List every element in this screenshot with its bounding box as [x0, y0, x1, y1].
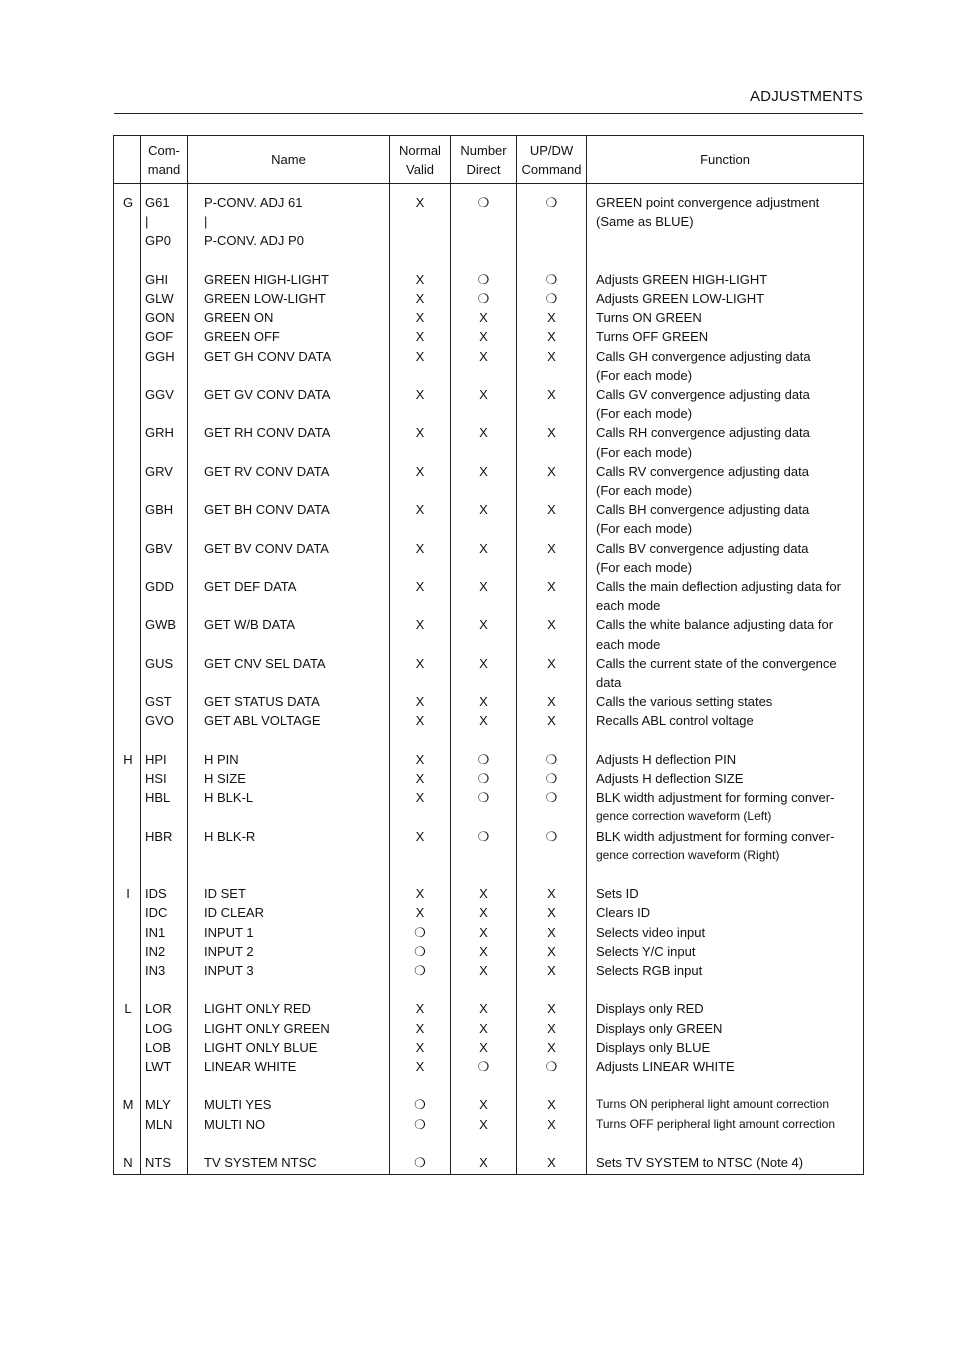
row-normal-valid: X — [415, 771, 425, 786]
row-updw-command: X — [547, 387, 556, 402]
header-updw-command — [517, 136, 586, 183]
row-normal-valid: X — [415, 540, 425, 556]
row-updw-command: X — [547, 348, 556, 364]
row-number-direct: X — [479, 1155, 488, 1170]
row-name: P-CONV. ADJ 61 — [204, 195, 303, 210]
header-normal-valid — [390, 136, 450, 183]
row-letter: M — [122, 1097, 134, 1113]
row-function: Displays only GREEN — [596, 1020, 723, 1036]
row-function: Calls the main deflection adjusting data for — [596, 579, 841, 594]
row-command: GLW — [145, 291, 174, 306]
row-name: GET W/B DATA — [204, 617, 296, 633]
table-row — [114, 1076, 863, 1095]
table-row — [114, 903, 863, 922]
row-function: (For each mode) — [596, 444, 693, 460]
row-function: Turns OFF GREEN — [596, 329, 709, 345]
row-normal-valid: X — [415, 1020, 425, 1036]
row-command: GON — [145, 310, 175, 326]
row-function: BLK width adjustment for forming conver- — [596, 790, 835, 806]
row-command: HPI — [145, 751, 167, 767]
row-number-direct: X — [479, 1097, 488, 1113]
row-name: INPUT 1 — [204, 924, 254, 940]
header-updw-line1: UP/DW — [529, 142, 574, 158]
row-function: Calls GH convergence adjusting data — [596, 348, 811, 364]
row-updw-command: X — [547, 963, 556, 978]
row-letter: H — [123, 751, 133, 767]
row-letter: I — [126, 886, 130, 902]
row-normal-valid: ❍ — [414, 1155, 426, 1170]
row-normal-valid: X — [415, 502, 425, 518]
table-row — [114, 731, 863, 750]
row-command: LWT — [145, 1059, 172, 1074]
row-number-direct: X — [479, 1001, 488, 1017]
header-divider — [114, 183, 863, 184]
row-updw-command: ❍ — [545, 790, 558, 806]
row-number-direct: X — [479, 387, 488, 402]
row-updw-command: X — [547, 694, 556, 710]
row-command: MLY — [145, 1097, 171, 1113]
row-normal-valid: X — [415, 348, 425, 364]
table-row — [114, 596, 863, 615]
row-normal-valid: X — [415, 713, 425, 729]
row-function: Calls BV convergence adjusting data — [596, 540, 809, 556]
row-name: H SIZE — [204, 771, 246, 786]
row-number-direct: ❍ — [477, 291, 490, 306]
row-updw-command: X — [547, 1020, 556, 1036]
table-row — [114, 673, 863, 692]
table-row — [114, 539, 863, 558]
row-name: ID CLEAR — [204, 905, 264, 921]
row-command: LOB — [145, 1039, 172, 1055]
row-name: LIGHT ONLY GREEN — [204, 1020, 330, 1036]
row-name: LIGHT ONLY BLUE — [204, 1039, 318, 1055]
row-updw-command: X — [547, 1039, 556, 1055]
row-number-direct: X — [479, 886, 488, 902]
row-normal-valid: X — [415, 463, 425, 479]
row-updw-command: X — [547, 329, 556, 345]
row-normal-valid: X — [415, 886, 425, 902]
table-row — [114, 519, 863, 538]
row-function: Sets TV SYSTEM to NTSC (Note 4) — [596, 1155, 804, 1170]
row-function: Displays only BLUE — [596, 1039, 711, 1055]
row-updw-command: X — [547, 1001, 556, 1017]
row-normal-valid: ❍ — [414, 924, 426, 940]
row-function: Selects video input — [596, 924, 706, 940]
header-number-direct-line2: Direct — [466, 161, 501, 177]
table-row — [114, 327, 863, 346]
row-normal-valid: X — [415, 1059, 425, 1074]
row-command: GST — [145, 694, 172, 710]
table-row — [114, 1115, 863, 1134]
row-number-direct: X — [479, 963, 488, 978]
row-name: ID SET — [204, 886, 246, 902]
row-function: Selects Y/C input — [596, 943, 696, 959]
row-number-direct: ❍ — [477, 771, 490, 786]
table-row — [114, 423, 863, 442]
table-row — [114, 1095, 863, 1114]
row-updw-command: X — [547, 886, 556, 902]
row-command: IDC — [145, 905, 168, 921]
table-row — [114, 443, 863, 462]
table-row — [114, 980, 863, 999]
row-number-direct: X — [479, 463, 488, 479]
row-name: GET GH CONV DATA — [204, 348, 332, 364]
row-number-direct: X — [479, 924, 488, 940]
row-updw-command: X — [547, 540, 556, 556]
row-function: each mode — [596, 598, 661, 614]
row-normal-valid: X — [415, 271, 425, 287]
row-function: GREEN point convergence adjustment — [596, 195, 820, 210]
row-command: HBR — [145, 828, 173, 844]
table-row — [114, 692, 863, 711]
row-function: Adjusts H deflection SIZE — [596, 771, 744, 786]
table-row — [114, 961, 863, 980]
row-number-direct: X — [479, 579, 488, 594]
row-name: LINEAR WHITE — [204, 1059, 297, 1074]
row-updw-command: X — [547, 502, 556, 518]
row-normal-valid: X — [415, 828, 425, 844]
row-number-direct: X — [479, 905, 488, 921]
row-function: (For each mode) — [596, 521, 693, 537]
row-function: data — [596, 675, 622, 690]
table-row — [114, 711, 863, 730]
row-normal-valid: X — [415, 751, 425, 767]
row-normal-valid: X — [415, 195, 425, 210]
table-row — [114, 212, 863, 231]
table-row — [114, 231, 863, 250]
row-number-direct: X — [479, 1039, 488, 1055]
row-command: GBH — [145, 502, 174, 518]
row-normal-valid: X — [415, 387, 425, 402]
table-row — [114, 807, 863, 826]
row-normal-valid: X — [415, 905, 425, 921]
row-command: G61 — [145, 195, 170, 210]
row-updw-command: ❍ — [545, 828, 558, 844]
row-function: (For each mode) — [596, 367, 693, 383]
row-name: | — [204, 214, 208, 230]
row-command: HSI — [145, 771, 167, 786]
row-name: GET RH CONV DATA — [204, 425, 331, 441]
row-function: gence correction waveform (Left) — [596, 809, 772, 824]
row-name: GREEN ON — [204, 310, 274, 326]
row-function: gence correction waveform (Right) — [596, 847, 780, 862]
row-updw-command: X — [547, 463, 556, 479]
row-number-direct: X — [479, 348, 488, 364]
row-updw-command: ❍ — [545, 195, 558, 210]
row-name: GREEN OFF — [204, 329, 280, 345]
header-normal-valid-line1: Normal — [399, 142, 441, 158]
table-row — [114, 1153, 863, 1172]
table-row — [114, 654, 863, 673]
row-normal-valid: X — [415, 579, 425, 594]
row-number-direct: ❍ — [477, 1059, 490, 1074]
row-function: Recalls ABL control voltage — [596, 713, 754, 729]
row-updw-command: ❍ — [545, 771, 558, 786]
row-name: MULTI NO — [204, 1116, 266, 1132]
header-number-direct-line1: Number — [460, 142, 507, 158]
row-number-direct: X — [479, 655, 488, 671]
row-letter: G — [122, 195, 134, 210]
table-row — [114, 558, 863, 577]
table-row — [114, 865, 863, 884]
row-updw-command: X — [547, 924, 556, 940]
row-name: GET GV CONV DATA — [204, 387, 331, 402]
row-function: Displays only RED — [596, 1001, 704, 1017]
row-command: GGH — [145, 348, 175, 364]
row-number-direct: X — [479, 1020, 488, 1036]
table-row — [114, 193, 863, 212]
row-normal-valid: X — [415, 1001, 425, 1017]
row-function: Calls GV convergence adjusting data — [596, 387, 810, 402]
row-function: Calls the various setting states — [596, 694, 773, 710]
row-command: IN3 — [145, 963, 166, 978]
row-normal-valid: X — [415, 790, 425, 806]
row-normal-valid: ❍ — [414, 1116, 426, 1132]
table-row — [114, 769, 863, 788]
table-row — [114, 846, 863, 865]
row-function: Calls RV convergence adjusting data — [596, 463, 809, 479]
row-function: (Same as BLUE) — [596, 214, 694, 230]
table-row — [114, 827, 863, 846]
row-updw-command: X — [547, 425, 556, 441]
row-name: GET CNV SEL DATA — [204, 655, 326, 671]
header-normal-valid-line2: Valid — [406, 161, 434, 177]
row-updw-command: X — [547, 1116, 556, 1132]
row-number-direct: ❍ — [477, 790, 490, 806]
row-normal-valid: ❍ — [414, 1097, 426, 1113]
header-function-label: Function — [700, 152, 750, 167]
table-row — [114, 923, 863, 942]
command-table — [113, 135, 864, 1175]
header-updw-line2: Command — [521, 161, 582, 177]
row-updw-command: X — [547, 943, 556, 959]
row-number-direct: X — [479, 617, 488, 633]
row-command: GDD — [145, 579, 174, 594]
row-normal-valid: X — [415, 310, 425, 326]
row-name: GET RV CONV DATA — [204, 463, 330, 479]
table-row — [114, 788, 863, 807]
row-number-direct: X — [479, 713, 488, 729]
table-row — [114, 500, 863, 519]
row-function: Calls the white balance adjusting data for — [596, 617, 834, 633]
table-row — [114, 366, 863, 385]
row-normal-valid: ❍ — [414, 943, 426, 959]
row-updw-command: X — [547, 617, 556, 633]
table-row — [114, 1134, 863, 1153]
header-command-line1: Com- — [148, 142, 180, 158]
row-command: MLN — [145, 1116, 173, 1132]
row-function: Sets ID — [596, 886, 639, 902]
row-function: Adjusts LINEAR WHITE — [596, 1059, 735, 1074]
table-row — [114, 635, 863, 654]
row-command: GRV — [145, 463, 173, 479]
table-row — [114, 251, 863, 270]
table-row — [114, 942, 863, 961]
row-updw-command: ❍ — [545, 1059, 558, 1074]
row-updw-command: ❍ — [545, 291, 558, 306]
row-letter: N — [123, 1155, 133, 1170]
table-row — [114, 308, 863, 327]
row-command: IDS — [145, 886, 167, 902]
row-updw-command: X — [547, 905, 556, 921]
row-name: GET BV CONV DATA — [204, 540, 329, 556]
header-command-line2: mand — [147, 161, 181, 177]
row-updw-command: X — [547, 1155, 556, 1170]
header-letter — [114, 136, 140, 183]
header-rule — [114, 113, 863, 114]
row-name: GET ABL VOLTAGE — [204, 713, 321, 729]
row-normal-valid: X — [415, 617, 425, 633]
row-normal-valid: X — [415, 291, 425, 306]
row-function: Adjusts GREEN LOW-LIGHT — [596, 291, 765, 306]
row-number-direct: ❍ — [477, 271, 490, 287]
table-row — [114, 1019, 863, 1038]
table-row — [114, 1057, 863, 1076]
row-number-direct: X — [479, 502, 488, 518]
row-name: INPUT 3 — [204, 963, 254, 978]
row-function: Turns ON GREEN — [596, 310, 702, 326]
row-name: H PIN — [204, 751, 239, 767]
row-function: (For each mode) — [596, 559, 693, 575]
row-function: Turns ON peripheral light amount correction — [596, 1097, 829, 1112]
row-name: GREEN LOW-LIGHT — [204, 291, 326, 306]
row-command: IN2 — [145, 943, 166, 959]
table-row — [114, 270, 863, 289]
table-row — [114, 615, 863, 634]
row-name: INPUT 2 — [204, 943, 254, 959]
row-function: Selects RGB input — [596, 963, 703, 978]
row-name: LIGHT ONLY RED — [204, 1001, 311, 1017]
header-number-direct — [451, 136, 516, 183]
header-name — [188, 136, 389, 183]
row-number-direct: ❍ — [477, 195, 490, 210]
row-function: Adjusts H deflection PIN — [596, 751, 737, 767]
row-number-direct: X — [479, 310, 488, 326]
row-command: HBL — [145, 790, 171, 806]
row-letter: L — [124, 1001, 132, 1017]
row-name: GET STATUS DATA — [204, 694, 320, 710]
row-command: | — [145, 214, 149, 230]
row-command: GOF — [145, 329, 174, 345]
row-command: LOG — [145, 1020, 173, 1036]
row-function: (For each mode) — [596, 406, 693, 422]
table-row — [114, 404, 863, 423]
row-number-direct: X — [479, 540, 488, 556]
table-row — [114, 289, 863, 308]
row-updw-command: X — [547, 310, 556, 326]
row-normal-valid: ❍ — [414, 963, 426, 978]
row-normal-valid: X — [415, 329, 425, 345]
row-command: GWB — [145, 617, 177, 633]
row-normal-valid: X — [415, 655, 425, 671]
row-function: Turns OFF peripheral light amount correction — [596, 1116, 835, 1131]
row-function: Calls RH convergence adjusting data — [596, 425, 810, 441]
row-name: GET DEF DATA — [204, 579, 297, 594]
section-title: ADJUSTMENTS — [749, 88, 863, 105]
row-function: Calls the current state of the convergence — [596, 655, 837, 671]
table-row — [114, 385, 863, 404]
row-name: P-CONV. ADJ P0 — [204, 233, 304, 249]
row-command: GHI — [145, 271, 169, 287]
row-updw-command: X — [547, 1097, 556, 1113]
row-updw-command: X — [547, 655, 556, 671]
row-number-direct: ❍ — [477, 751, 490, 767]
header-command — [141, 136, 187, 183]
row-name: H BLK-R — [204, 828, 256, 844]
table-row — [114, 347, 863, 366]
row-number-direct: X — [479, 943, 488, 959]
table-row — [114, 481, 863, 500]
row-updw-command: X — [547, 713, 556, 729]
row-updw-command: ❍ — [545, 271, 558, 287]
row-command: GGV — [145, 387, 174, 402]
row-normal-valid: X — [415, 1039, 425, 1055]
table-row — [114, 577, 863, 596]
row-function: each mode — [596, 636, 661, 652]
row-function: Adjusts GREEN HIGH-LIGHT — [596, 271, 768, 287]
row-number-direct: X — [479, 694, 488, 710]
row-normal-valid: X — [415, 694, 425, 710]
row-command: LOR — [145, 1001, 172, 1017]
row-normal-valid: X — [415, 425, 425, 441]
row-name: TV SYSTEM NTSC — [204, 1155, 317, 1170]
table-row — [114, 1038, 863, 1057]
table-row — [114, 750, 863, 769]
table-row — [114, 884, 863, 903]
row-command: GP0 — [145, 233, 172, 249]
header-name-label: Name — [271, 152, 306, 167]
row-name: GET BH CONV DATA — [204, 502, 330, 518]
row-command: GBV — [145, 540, 173, 556]
row-function: Calls BH convergence adjusting data — [596, 502, 810, 518]
row-name: H BLK-L — [204, 790, 254, 806]
row-updw-command: X — [547, 579, 556, 594]
row-function: BLK width adjustment for forming conver- — [596, 828, 835, 844]
row-command: GVO — [145, 713, 174, 729]
table-row — [114, 999, 863, 1018]
row-function: Clears ID — [596, 905, 651, 921]
row-command: NTS — [145, 1155, 171, 1170]
row-number-direct: ❍ — [477, 828, 490, 844]
row-number-direct: X — [479, 329, 488, 345]
table-row — [114, 462, 863, 481]
row-name: MULTI YES — [204, 1097, 272, 1113]
row-number-direct: X — [479, 425, 488, 441]
row-command: GRH — [145, 425, 174, 441]
row-function: (For each mode) — [596, 483, 693, 498]
row-command: IN1 — [145, 924, 166, 940]
row-number-direct: X — [479, 1116, 488, 1132]
row-command: GUS — [145, 655, 174, 671]
header-function — [587, 136, 863, 183]
row-name: GREEN HIGH-LIGHT — [204, 271, 329, 287]
row-updw-command: ❍ — [545, 751, 558, 767]
